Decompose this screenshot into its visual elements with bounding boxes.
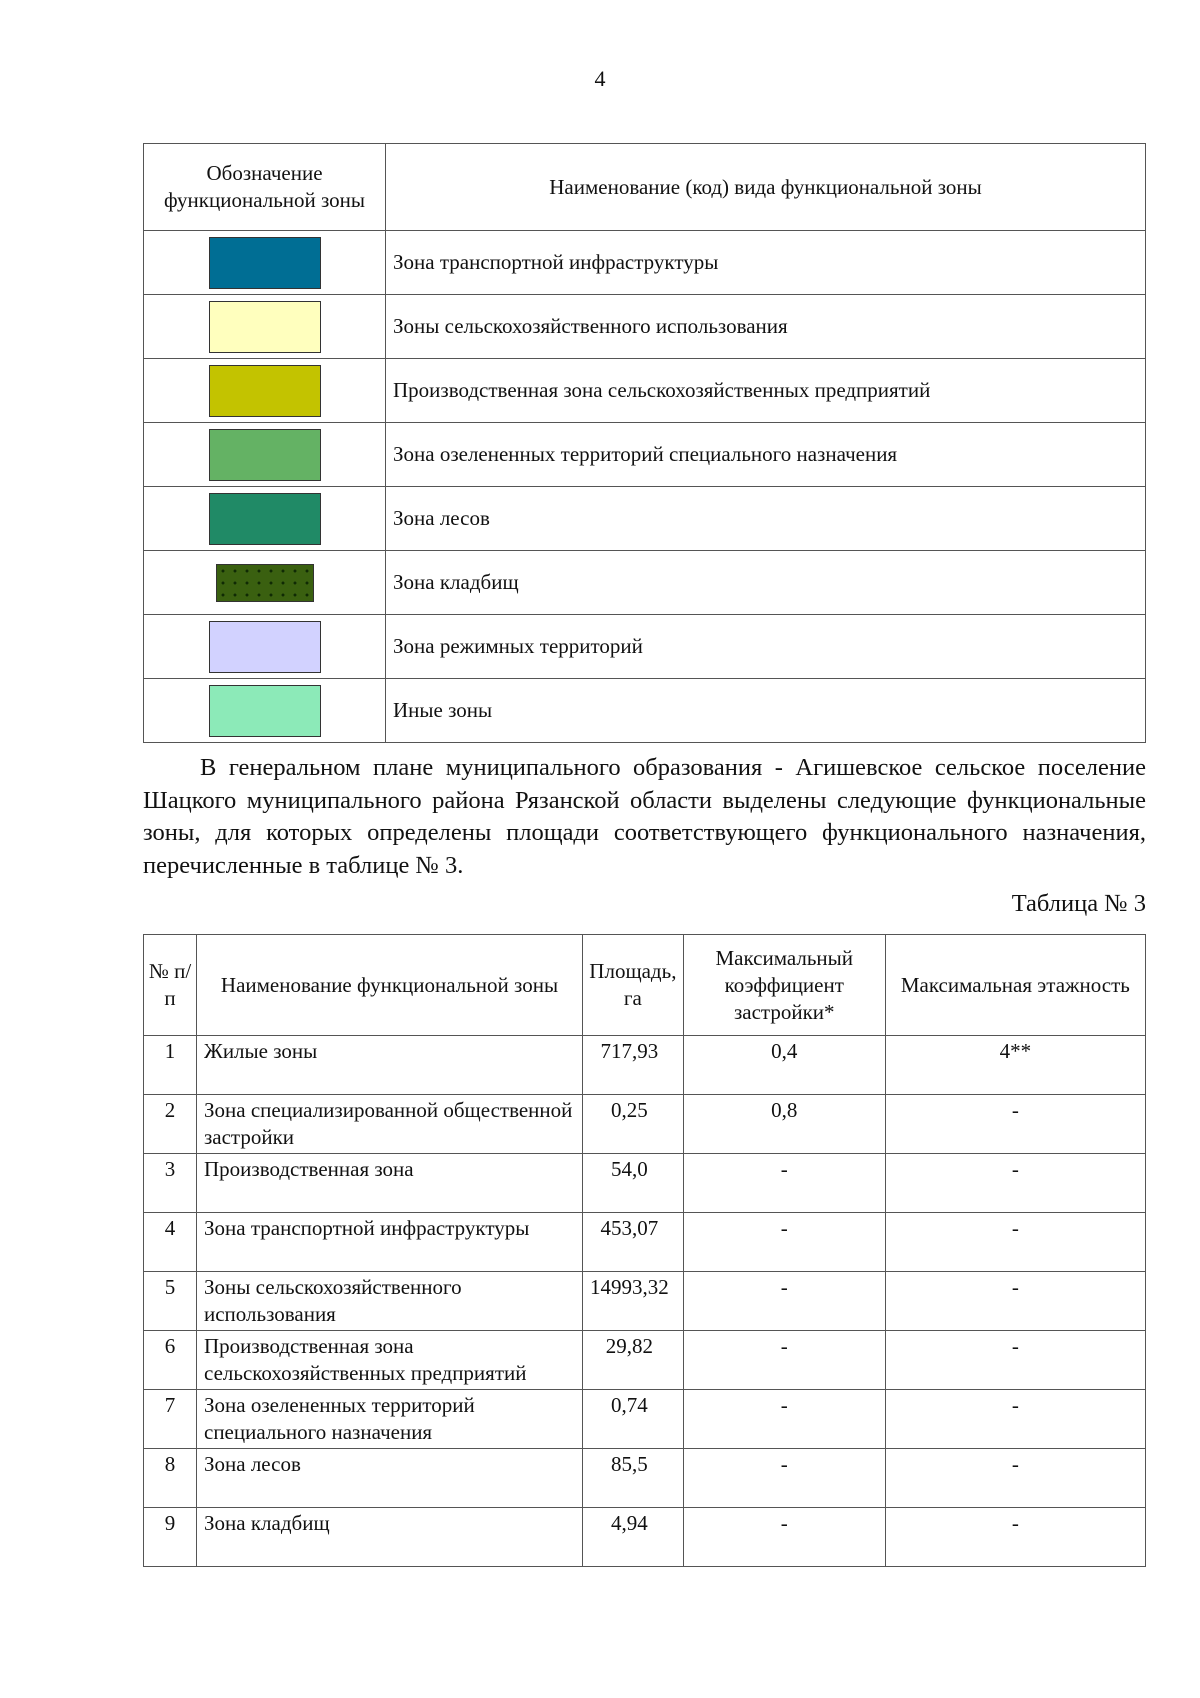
legend-header-row [144,144,1146,231]
cell-num: 8 [144,1449,197,1508]
legend-zone-name: Иные зоны [386,679,1146,743]
table-row [144,1508,1146,1567]
cell-area: 717,93 [583,1036,684,1095]
zones-header-row [144,935,1146,1036]
table-row [144,1272,1146,1331]
cell-floors: - [885,1095,1145,1154]
header-num: № п/п [144,935,197,1036]
cell-area: 54,0 [583,1154,684,1213]
legend-row [144,615,1146,679]
cell-coef: - [683,1154,885,1213]
table-row [144,1036,1146,1095]
cell-floors: 4** [885,1036,1145,1095]
cell-floors: - [885,1390,1145,1449]
cell-floors: - [885,1508,1145,1567]
table-row [144,1331,1146,1390]
legend-symbol-cell [144,295,386,359]
legend-symbol-cell [144,423,386,487]
legend-swatch [209,493,321,545]
cell-coef: - [683,1390,885,1449]
legend-zone-name: Зоны сельскохозяйственного использования [386,295,1146,359]
table-row [144,1095,1146,1154]
legend-row [144,231,1146,295]
cell-num: 7 [144,1390,197,1449]
cell-num: 1 [144,1036,197,1095]
legend-symbol-cell [144,679,386,743]
cell-num: 3 [144,1154,197,1213]
legend-swatch [209,429,321,481]
legend-zone-name: Производственная зона сельскохозяйственных предприятий [386,359,1146,423]
cell-floors: - [885,1154,1145,1213]
cell-coef: - [683,1508,885,1567]
cell-name: Зона специализированной общественной застройки [197,1095,583,1154]
cell-num: 6 [144,1331,197,1390]
cell-name: Производственная зона сельскохозяйственных предприятий [197,1331,583,1390]
cell-coef: - [683,1331,885,1390]
legend-swatch [209,301,321,353]
table-row [144,1449,1146,1508]
header-name: Наименование функциональной зоны [197,935,583,1036]
cell-name: Зоны сельскохозяйственного использования [197,1272,583,1331]
legend-symbol-cell [144,487,386,551]
legend-symbol-cell [144,615,386,679]
table-row [144,1154,1146,1213]
cell-num: 4 [144,1213,197,1272]
cell-coef: - [683,1449,885,1508]
cell-name: Жилые зоны [197,1036,583,1095]
zones-table [143,934,1146,1567]
legend-symbol-cell [144,551,386,615]
header-area: Площадь, га [583,935,684,1036]
legend-symbol-cell [144,359,386,423]
cell-coef: 0,4 [683,1036,885,1095]
legend-swatch [209,365,321,417]
cell-area: 453,07 [583,1213,684,1272]
cell-floors: - [885,1213,1145,1272]
cell-area: 85,5 [583,1449,684,1508]
cell-area: 29,82 [583,1331,684,1390]
table-row [144,1390,1146,1449]
header-coef: Максимальный коэффициент застройки* [683,935,885,1036]
cell-name: Зона кладбищ [197,1508,583,1567]
cell-name: Зона озелененных территорий специального назначения [197,1390,583,1449]
cell-coef: - [683,1272,885,1331]
legend-row [144,359,1146,423]
legend-header-symbol: Обозначение функциональной зоны [144,144,386,231]
legend-symbol-cell [144,231,386,295]
legend-row [144,423,1146,487]
legend-header-name: Наименование (код) вида функциональной зоны [386,144,1146,231]
table-row [144,1213,1146,1272]
header-floors: Максимальная этажность [885,935,1145,1036]
cell-num: 9 [144,1508,197,1567]
cell-area: 0,74 [583,1390,684,1449]
cell-num: 2 [144,1095,197,1154]
cell-num: 5 [144,1272,197,1331]
legend-swatch [209,685,321,737]
cell-floors: - [885,1449,1145,1508]
legend-zone-name: Зона озелененных территорий специального назначения [386,423,1146,487]
cell-floors: - [885,1331,1145,1390]
cell-area: 14993,32 [583,1272,684,1331]
cell-coef: 0,8 [683,1095,885,1154]
cell-name: Производственная зона [197,1154,583,1213]
legend-zone-name: Зона кладбищ [386,551,1146,615]
legend-table [143,143,1146,743]
legend-swatch [209,621,321,673]
legend-row [144,679,1146,743]
legend-zone-name: Зона транспортной инфраструктуры [386,231,1146,295]
cell-area: 4,94 [583,1508,684,1567]
table-caption: Таблица № 3 [1011,890,1146,917]
cell-coef: - [683,1213,885,1272]
cell-name: Зона лесов [197,1449,583,1508]
legend-swatch [209,237,321,289]
legend-zone-name: Зона лесов [386,487,1146,551]
cell-name: Зона транспортной инфраструктуры [197,1213,583,1272]
legend-row [144,551,1146,615]
legend-row [144,295,1146,359]
cell-area: 0,25 [583,1095,684,1154]
page-number: 4 [594,66,606,91]
legend-row [144,487,1146,551]
legend-swatch [216,564,314,602]
intro-paragraph: В генеральном плане муниципального образования - Агишевское сельское поселение Шацкого муниципального района Рязанской области выделены следующие функциональные зоны, для которых определены площади соответствующего функционального назначения, перечисленные в таблице № 3. [143,754,1146,879]
legend-zone-name: Зона режимных территорий [386,615,1146,679]
cell-floors: - [885,1272,1145,1331]
